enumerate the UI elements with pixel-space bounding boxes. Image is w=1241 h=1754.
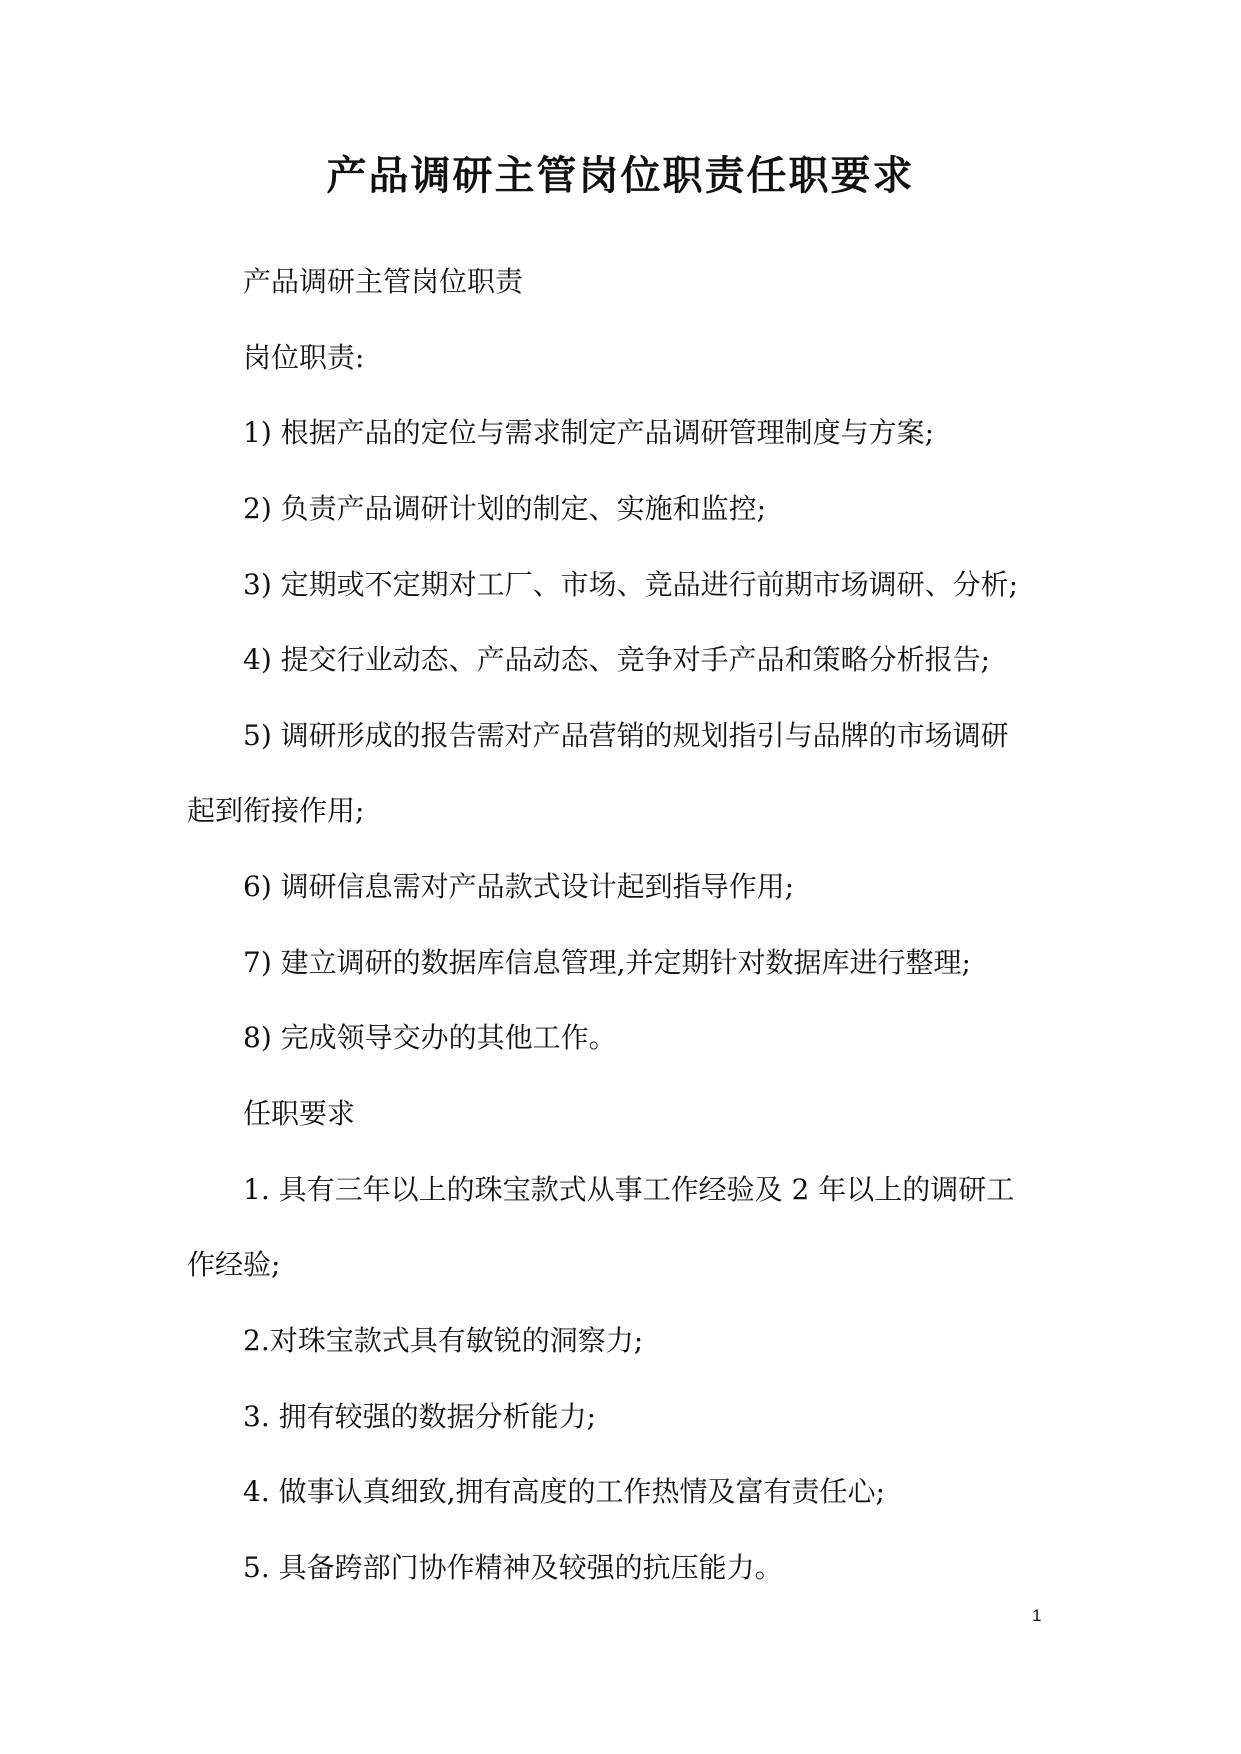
document-title: 产品调研主管岗位职责任职要求 (326, 152, 915, 199)
duty-item-text: 6) 调研信息需对产品款式设计起到指导作用; (243, 870, 795, 903)
page-number: 1 (1032, 1606, 1042, 1625)
duty-item-text: 3) 定期或不定期对工厂、市场、竞品进行前期市场调研、分析; (243, 568, 1019, 601)
duty-item-text: 4) 提交行业动态、产品动态、竞争对手产品和策略分析报告; (243, 643, 991, 676)
requirements-label-text: 任职要求 (243, 1097, 356, 1130)
duty-item-text: 2) 负责产品调研计划的制定、实施和监控; (243, 492, 767, 525)
section-heading-text: 产品调研主管岗位职责 (243, 265, 524, 298)
duty-item-text: 8) 完成领导交办的其他工作。 (243, 1021, 617, 1054)
requirement-item-text: 5. 具备跨部门协作精神及较强的抗压能力。 (243, 1551, 783, 1584)
duty-item-text: 7) 建立调研的数据库信息管理,并定期针对数据库进行整理; (243, 946, 971, 979)
requirement-item-text: 2.对珠宝款式具有敏锐的洞察力; (243, 1324, 644, 1357)
duty-item-5-line2: 起到衔接作用; (187, 794, 365, 827)
duty-item-text: 1) 根据产品的定位与需求制定产品调研管理制度与方案; (243, 416, 935, 449)
requirement-item-1-line1: 1. 具有三年以上的珠宝款式从事工作经验及 2 年以上的调研工 (243, 1173, 1015, 1206)
requirement-item-text: 3. 拥有较强的数据分析能力; (243, 1400, 597, 1433)
duties-label-text: 岗位职责: (243, 341, 365, 374)
requirement-item-text: 4. 做事认真细致,拥有高度的工作热情及富有责任心; (243, 1475, 885, 1508)
requirement-item-1-line2: 作经验; (187, 1248, 281, 1281)
duty-item-5-line1: 5) 调研形成的报告需对产品营销的规划指引与品牌的市场调研 (243, 719, 1009, 752)
